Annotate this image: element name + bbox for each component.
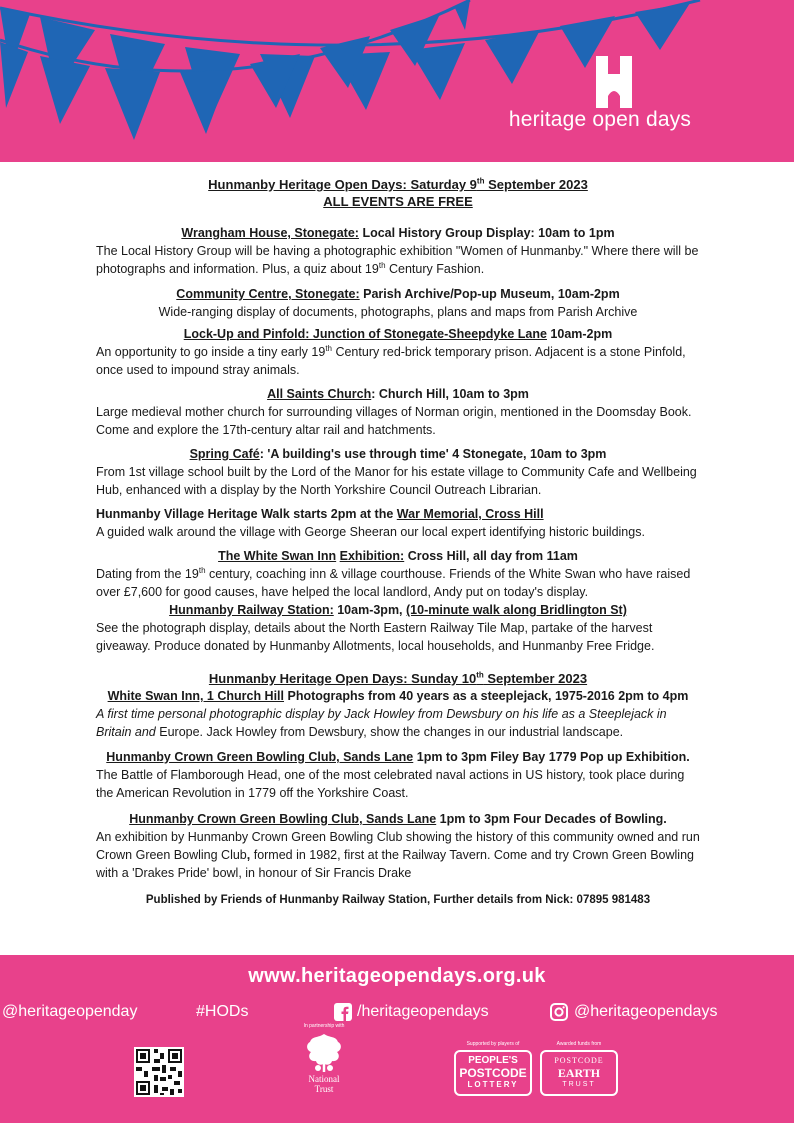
instagram-icon — [550, 1003, 568, 1021]
heritage-open-days-brand — [500, 56, 700, 136]
nt-name-2: Trust — [314, 1084, 334, 1094]
ppl-line-3: LOTTERY — [467, 1080, 519, 1089]
sunday-heading — [96, 670, 700, 687]
header-banner — [0, 0, 794, 162]
event-bowling-2-desc: An exhibition by Hunmanby Crown Green Bowling Club showing the history of this community owned and run Crown Green Bowling Club, formed in 1982, first at the Railway Tavern. Come and try Crown Green Bowling with a 'Drakes Pride' bowl, in honour of Sir Francis Drake — [96, 830, 700, 880]
events-content — [96, 176, 700, 909]
published-by: Published by Friends of Hunmanby Railway Station, Further details from Nick: 07895 981483 — [145, 894, 651, 906]
instagram-handle: @heritageopendays — [574, 1003, 718, 1020]
instagram-link[interactable] — [550, 1003, 717, 1021]
national-trust-logo — [296, 1023, 352, 1118]
event-walk-heading: Hunmanby Village Heritage Walk starts 2pm at the War Memorial, Cross Hill — [96, 507, 544, 521]
event-walk — [96, 506, 700, 541]
oak-leaf-icon — [304, 1032, 344, 1074]
event-railway-heading: Hunmanby Railway Station: 10am-3pm, (10-minute walk along Bridlington St) — [169, 603, 627, 617]
event-lockup-heading: Lock-Up and Pinfold: Junction of Stonegate-Sheepdyke Lane 10am-2pm — [183, 327, 613, 341]
ppl-line-2: POSTCODE — [459, 1066, 527, 1080]
pet-badge — [540, 1050, 618, 1096]
event-church — [96, 386, 700, 439]
event-swan-desc: Dating from the 19th century, coaching inn & village courthouse. Friends of the White Swan who have raised over £7,600 for good causes, have helped the local landlord, Andy put on today's display. — [96, 565, 691, 599]
event-swan-heading: The White Swan Inn Exhibition: Cross Hill, all day from 11am — [218, 549, 578, 563]
event-bowling-1-heading: Hunmanby Crown Green Bowling Club, Sands Lane 1pm to 3pm Filey Bay 1779 Pop up Exhibition. — [106, 750, 690, 764]
event-steeplejack-desc: A first time personal photographic display by Jack Howley from Dewsbury on his life as a Steeplejack in Britain and Europe. Jack Howley from Dewsbury, show the changes in our industrial landscape. — [96, 707, 667, 739]
pet-awarded: Awarded funds from — [556, 1041, 602, 1047]
ppl-supported: Supported by players of — [466, 1041, 520, 1047]
event-bowling-1-desc: The Battle of Flamborough Head, one of the most celebrated naval actions in US history, took place during the American Revolution in 1779 off the Yorkshire Coast. — [96, 768, 685, 800]
facebook-icon — [334, 1003, 352, 1021]
event-steeplejack — [96, 688, 700, 741]
event-community — [96, 286, 700, 321]
event-church-desc: Large medieval mother church for surrounding villages of Norman origin, mentioned in the Doomsday Book. Come and explore the 17th-century altar rail and hatchments. — [96, 405, 692, 437]
nt-name-1: National — [308, 1074, 340, 1084]
event-lockup — [96, 326, 700, 379]
footer-banner — [0, 955, 794, 1123]
event-bowling-2 — [96, 811, 700, 882]
event-wrangham — [96, 225, 700, 278]
event-wrangham-desc: The Local History Group will be having a photographic exhibition "Women of Hunmanby." Where there will be photographs and information. Plus, a quiz about 19th Century Fashion. — [96, 244, 699, 276]
event-church-heading: All Saints Church: Church Hill, 10am to 3pm — [267, 387, 529, 401]
facebook-link[interactable] — [334, 1003, 489, 1021]
event-walk-desc: A guided walk around the village with George Sheeran our local expert identifying historic buildings. — [96, 525, 645, 539]
event-lockup-desc: An opportunity to go inside a tiny early 19th Century red-brick temporary prison. Adjacent is a stone Pinfold, once used to impound stray animals. — [96, 343, 686, 377]
facebook-handle: /heritageopendays — [357, 1003, 489, 1020]
postcode-earth-trust-logo — [538, 1041, 620, 1105]
event-swan — [96, 548, 700, 601]
event-community-heading: Community Centre, Stonegate: Parish Archive/Pop-up Museum, 10am-2pm — [176, 287, 620, 301]
event-bowling-1 — [96, 749, 700, 802]
qr-code-icon[interactable] — [134, 1047, 184, 1097]
sunday-title: Hunmanby Heritage Open Days: Sunday 10th September 2023 — [208, 670, 588, 686]
twitter-handle[interactable]: @heritageopenday — [2, 1003, 138, 1020]
ppl-line-1: PEOPLE'S — [468, 1055, 518, 1066]
event-wrangham-heading: Wrangham House, Stonegate: Local History Group Display: 10am to 1pm — [181, 226, 615, 240]
nt-partnership: In partnership with — [303, 1023, 345, 1029]
event-bowling-2-heading: Hunmanby Crown Green Bowling Club, Sands Lane 1pm to 3pm Four Decades of Bowling. — [129, 812, 667, 826]
event-railway-desc: See the photograph display, details about the North Eastern Railway Tile Map, partake of the harvest giveaway. Produce donated by Hunmanby Allotments, local households, and Hunmanby Free Fridge. — [96, 621, 655, 653]
brand-name: heritage open days — [508, 108, 692, 131]
hashtag: #HODs — [196, 1003, 249, 1020]
saturday-title: Hunmanby Heritage Open Days: Saturday 9th September 2023 — [208, 176, 588, 192]
event-railway — [96, 602, 700, 655]
event-cafe — [96, 446, 700, 499]
pet-line-2: EARTH — [557, 1066, 601, 1080]
event-steeplejack-heading: White Swan Inn, 1 Church Hill Photographs from 40 years as a steeplejack, 1975-2016 2pm to 4pm — [107, 689, 689, 703]
ppl-badge — [454, 1050, 532, 1096]
heritage-h-logo-icon — [592, 56, 636, 108]
peoples-postcode-lottery-logo — [452, 1041, 534, 1105]
event-cafe-heading: Spring Café: 'A building's use through time' 4 Stonegate, 10am to 3pm — [189, 447, 607, 461]
pet-line-3: TRUST — [562, 1081, 596, 1088]
saturday-heading — [96, 176, 700, 210]
event-community-desc: Wide-ranging display of documents, photographs, plans and maps from Parish Archive — [158, 305, 638, 319]
event-cafe-desc: From 1st village school built by the Lord of the Manor for his estate village to Community Cafe and Wellbeing Hub, enhanced with a display by the North Yorkshire Council Outreach Librarian. — [96, 465, 697, 497]
free-notice: ALL EVENTS ARE FREE — [323, 194, 473, 209]
pet-line-1: POSTCODE — [554, 1056, 604, 1065]
website-link[interactable]: www.heritageopendays.org.uk — [248, 965, 546, 987]
